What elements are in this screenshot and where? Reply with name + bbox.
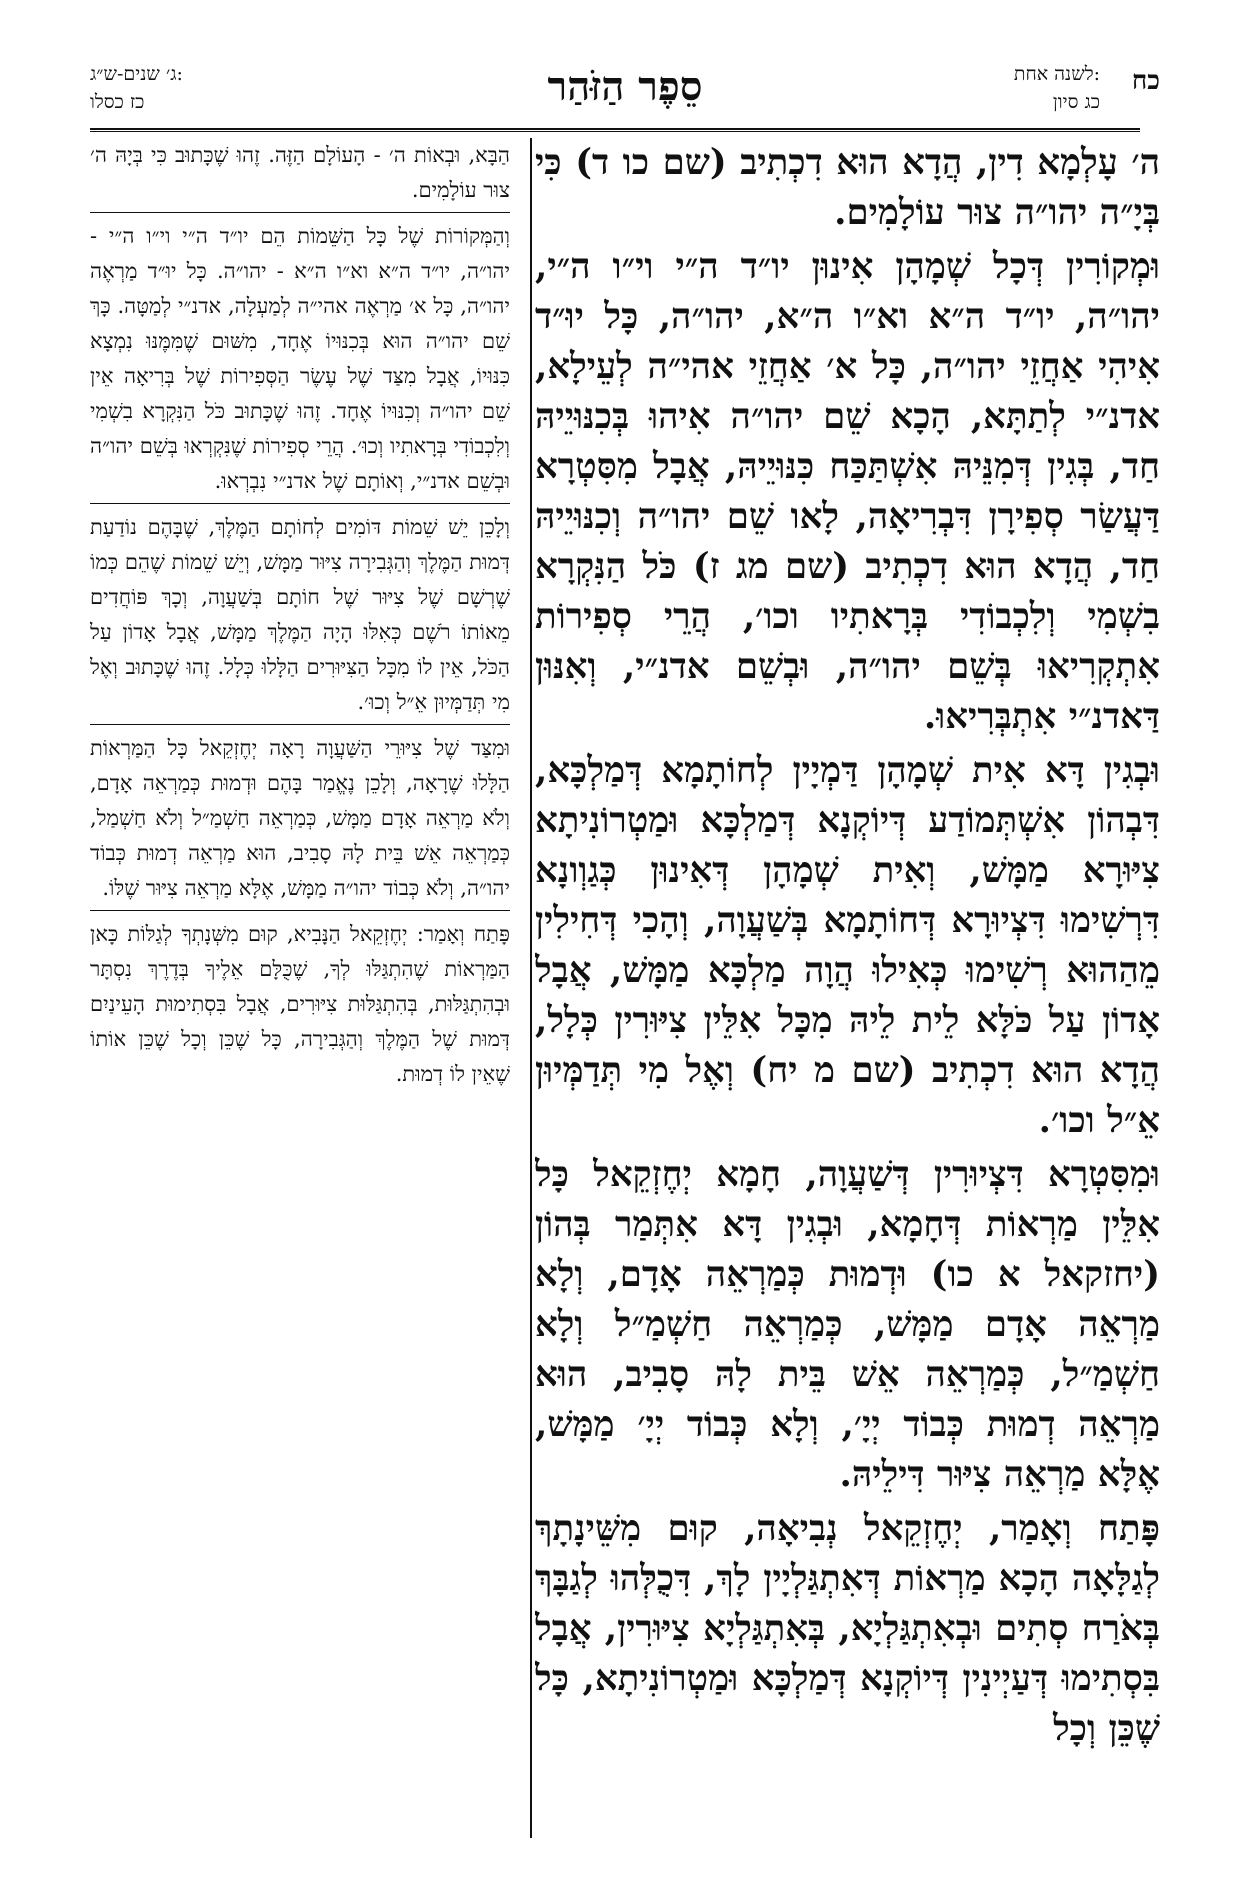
header-rule-thin <box>90 131 1140 132</box>
side-paragraph-5: פָּתַח וְאָמַר: יְחֶזְקֵאל הַנָּבִיא, קוּם מִשְּׁנָתְךָ לְגַלּוֹת כָּאן הַמַּרְאוֹת שֶׁהִתְגַּלּוּ לְךָ, שֶׁכֻּלָּם אֵלֶיךָ בְּדֶרֶךְ נִסְתָּר וּבְהִתְגַּלּוּת, בְּהִתְגַּלּוּת צִיּוּרִים, אֲבָל בִּסְתִימוּת הָעֵינַיִם דְּמוּת שֶׁל הַמֶּלֶךְ וְהַגְּבִירָה, כָּל שֶׁכֵּן וְכָל שֶׁכֵּן אוֹתוֹ שֶׁאֵין לוֹ דְמוּת. <box>90 922 510 1086</box>
header-right-line1: לשנה אחת: <box>1013 63 1100 85</box>
side-paragraph-3: וְלָכֵן יֵשׁ שֵׁמוֹת דּוֹמִים לְחוֹתָם הַמֶּלֶךְ, שֶׁבָּהֶם נוֹדַעַת דְּמוּת הַמֶּלֶךְ וְהַגְּבִירָה צִיּוּר מַמָּשׁ, וְיֵשׁ שֵׁמוֹת שֶׁהֵם כְּמוֹ שֶׁרְשָׁם שֶׁל צִיּוּר שֶׁל חוֹתָם בְּשַׁעֲוָה, וְכָךְ פּוֹחֲדִים מֵאוֹתוֹ רֹשֶׁם כְּאִלּוּ הָיָה הַמֶּלֶךְ מַמָּשׁ, אֲבָל אָדוֹן עַל הַכֹּל, אֵין לוֹ מִכָּל הַצִּיּוּרִים הַלָּלוּ כְּלָל. זֶהוּ שֶׁכָּתוּב וְאֶל מִי תְּדַמְּיוּן אֵ״ל וְכוּ׳. <box>90 515 510 714</box>
main-paragraph-4: וּמִסִּטְרָא דִּצְיוּרִין דְּשַׁעֲוָה, חָמָא יְחֶזְקֵאל כָּל אִלֵּין מַרְאוֹת דְּחָמָא, וּבְגִין דָּא אִתְּמַר בְּהוֹן (יחזקאל א כו) וּדְמוּת כְּמַרְאֵה אָדָם, וְלָא מַרְאֵה אָדָם מַמָּשׁ, כְּמַרְאֵה חַשְׁמַ״ל וְלָא חַשְׁמַ״ל, כְּמַרְאֵה אֵשׁ בֵּית לָהּ סָבִיב, הוּא מַרְאֵה דְמוּת כְּבוֹד יְיָ׳, וְלָא כְּבוֹד יְיָ׳ מַמָּשׁ, אֶלָּא מַרְאֵה צִיּוּר דִּילֵיהּ. <box>535 1154 1160 1495</box>
side-separator-4 <box>90 910 510 911</box>
side-paragraph-4: וּמִצַּד שֶׁל צִיּוּרֵי הַשַּׁעֲוָה רָאָה יְחֶזְקֵאל כָּל הַמַּרְאוֹת הַלָּלוּ שֶׁרָאָה, וְלָכֵן נֶאֱמַר בָּהֶם וּדְמוּת כְּמַרְאֵה אָדָם, וְלֹא מַרְאֵה אָדָם מַמָּשׁ, כְּמַרְאֵה חַשְׁמַ״ל וְלֹא חַשְׁמַל, כְּמַרְאֵה אֵשׁ בֵּית לָהּ סָבִיב, הוּא מַרְאֵה דְמוּת כְּבוֹד יהו״ה, וְלֹא כְּבוֹד יהו״ה מַמָּשׁ, אֶלָּא מַרְאֵה צִיּוּר שֶׁלּוֹ. <box>90 736 510 900</box>
main-column-aramaic <box>535 138 1160 1848</box>
side-separator-3 <box>90 724 510 725</box>
side-separator-1 <box>90 212 510 213</box>
header-right <box>900 60 1100 116</box>
header-right-line2: כג סיון <box>1052 91 1100 113</box>
page-header <box>90 60 1160 130</box>
header-left-line1: ג׳ שנים-ש״ג: <box>90 63 183 85</box>
header-left-line2: כז כסלו <box>90 91 145 113</box>
side-paragraph-1: הַבָּא, וּבְאוֹת ה׳ - הָעוֹלָם הַזֶּה. זֶהוּ שֶׁכָּתוּב כִּי בְּיָהּ ה׳ צוּר עוֹלָמִים. <box>90 143 510 202</box>
side-separator-2 <box>90 503 510 504</box>
side-column-hebrew-translation <box>90 138 510 1848</box>
book-title: סֵפֶר הַזֹּהַר <box>547 63 703 110</box>
main-paragraph-1: ה׳ עָלְמָא דִין, הֲדָא הוּא דִכְתִיב (שם כו ד) כִּי בְּיָ״ה יהו״ה צוּר עוֹלָמִים. <box>535 142 1160 233</box>
main-paragraph-3: וּבְגִין דָּא אִית שְׁמָהָן דַּמְיָין לְחוֹתָמָא דְּמַלְכָּא, דִּבְהוֹן אִשְׁתְּמוֹדַע דְּיוֹקְנָא דְּמַלְכָּא וּמַטְרוֹנִיתָא צִיּוּרָא מַמָּשׁ, וְאִית שְׁמָהָן דְּאִינוּן כְּגַוְונָא דִּרְשִׁימוּ דִּצְיוּרָא דְּחוֹתָמָא בְּשַׁעֲוָה, וְהָכִי דְּחִילִין מֵהַהוּא רְשִׁימוּ כְּאִילוּ הֲוָה מַלְכָּא מַמָּשׁ, אֲבָל אָדוֹן עַל כֹּלָּא לֵית לֵיהּ מִכָּל אִלֵּין צִיּוּרִין כְּלָל, הֲדָא הוּא דִכְתִיב (שם מ יח) וְאֶל מִי תְּדַמְּיוּן אֵ״ל וכו׳. <box>535 750 1160 1141</box>
column-divider <box>530 138 532 1838</box>
main-paragraph-5: פָּתַח וְאָמַר, יְחֶזְקֵאל נְבִיאָה, קוּם מִשֵּׁינָתָךְ לְגַלָּאָה הָכָא מַרְאוֹת דְּאִתְגַּלְיָין לָךְ, דִּכֻלְּהוּ לְגַבָּךְ בְּאֹרַח סְתִים וּבְאִתְגַּלְיָא, בְּאִתְגַּלְיָא צִיּוּרִין, אֲבָל בִּסְתִימוּ דְּעַיְינִין דְּיוֹקְנָא דְּמַלְכָּא וּמַטְרוֹנִיתָא, כָּל שֶׁכֵּן וְכָל <box>535 1508 1160 1749</box>
page-number: כח <box>1131 66 1160 96</box>
header-rule <box>90 128 1140 130</box>
main-paragraph-2: וּמְקוֹרִין דְּכָל שְׁמָהָן אִינוּן יו״ד ה״י וי״ו ה״י, יהו״ה, יו״ד ה״א וא״ו ה״א, יהו״ה, כָּל יוּ״ד אִיהִי אַחֲזֵי יהו״ה, כָּל א׳ אַחֲזֵי אהי״ה לְעֵילָא, אדנ״י לְתַתָּא, הָכָא שֵׁם יהו״ה אִיהוּ בְּכִנּוּיֵיהּ חַד, בְּגִין דְּמִנֵּיהּ אִשְׁתַּכַּח כִּנּוּיֵיהּ, אֲבָל מִסִּטְרָא דַּעֲשַׂר סְפִירָן דִּבְרִיאָה, לָאו שֵׁם יהו״ה וְכִנּוּיֵיהּ חַד, הֲדָא הוּא דִכְתִיב (שם מג ז) כֹּל הַנִּקְרָא בִשְׁמִי וְלִכְבוֹדִי בְּרָאתִיו וכו׳, הֲרֵי סְפִירוֹת אִתְקְרִיאוּ בְּשֵׁם יהו״ה, וּבְשֵׁם אדנ״י, וְאִנּוּן דַּאדנ״י אִתְבְּרִיאוּ. <box>535 246 1160 737</box>
side-paragraph-2: וְהַמְּקוֹרוֹת שֶׁל כָּל הַשֵּׁמוֹת הֵם יו״ד ה״י וי״ו ה״י - יהו״ה, יו״ד ה״א וא״ו ה״א - יהו״ה. כָּל יוּ״ד מַרְאֶה יהו״ה, כָּל א׳ מַרְאֶה אהי״ה לְמַעְלָה, אדנ״י לְמַטָּה. כָּךְ שֵׁם יהו״ה הוּא בְּכִנּוּיוֹ אֶחָד, מִשּׁוּם שֶׁמִּמֶּנּוּ נִמְצָא כִּנּוּיוֹ, אֲבָל מִצַּד שֶׁל עֶשֶׂר הַסְּפִירוֹת שֶׁל בְּרִיאָה אֵין שֵׁם יהו״ה וְכִנּוּיוֹ אֶחָד. זֶהוּ שֶׁכָּתוּב כֹּל הַנִּקְרָא בִשְׁמִי וְלִכְבוֹדִי בְּרָאתִיו וְכוּ׳. הֲרֵי סְפִירוֹת שֶׁנִּקְרְאוּ בְּשֵׁם יהו״ה וּבְשֵׁם אדנ״י, וְאוֹתָם שֶׁל אדנ״י נִבְרְאוּ. <box>90 224 510 493</box>
